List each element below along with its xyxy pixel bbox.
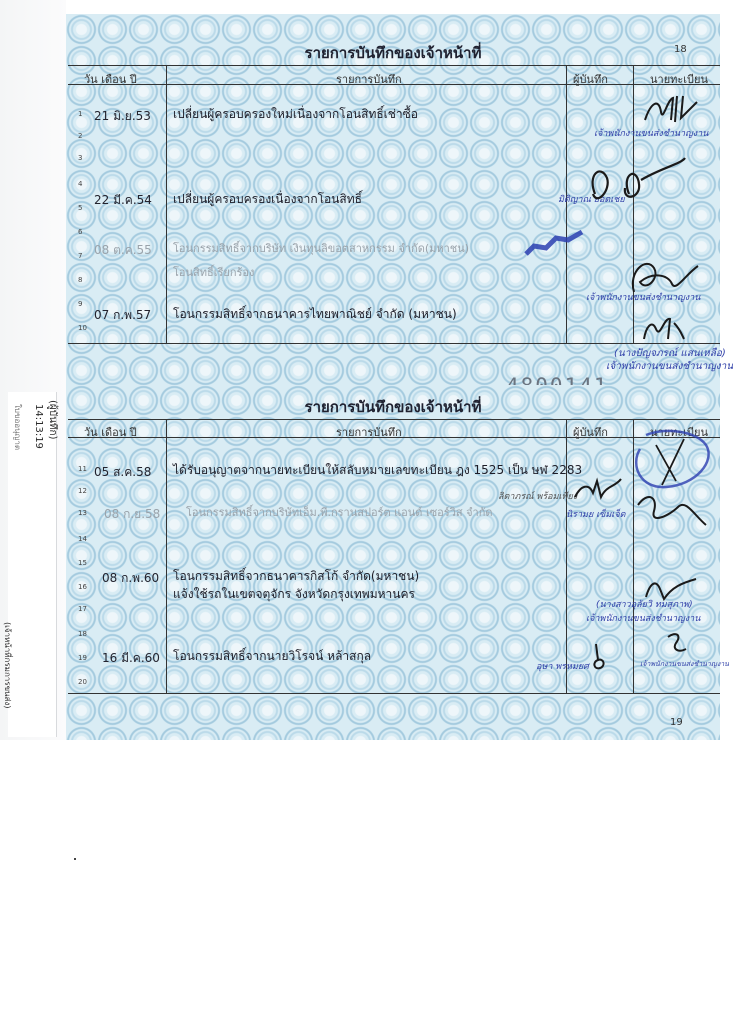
entry-text: เปลี่ยนผู้ครอบครองเนื่องจากโอนสิทธิ์ <box>173 192 362 206</box>
entry-text: เปลี่ยนผู้ครอบครองใหม่เนื่องจากโอนสิทธิ์เช่าซื้อ <box>173 107 419 121</box>
row-number: 18 <box>78 630 87 638</box>
row-number: 14 <box>78 535 87 543</box>
row-number: 3 <box>78 154 83 162</box>
page-title: รายการบันทึกของเจ้าหน้าที่ <box>304 398 482 416</box>
registrar-signature <box>626 252 706 298</box>
entry-text: ได้รับอนุญาตจากนายทะเบียนให้สลับหมายเลขทะเบียน ฎง 1525 เป็น ษฬ 2283 <box>173 463 583 477</box>
registrar-signature <box>634 485 714 535</box>
row-number: 15 <box>78 559 87 567</box>
row-number: 4 <box>78 180 83 188</box>
header-registrar: นายทะเบียน <box>650 73 709 86</box>
officer-stamp: เจ้าพนักงานขนส่งชำนาญงาน <box>586 293 701 303</box>
recorder-signature <box>571 475 631 505</box>
row-number: 7 <box>78 252 83 260</box>
header-registrar: นายทะเบียน <box>650 426 709 439</box>
officer-stamp: เจ้าพนักงานขนส่งชำนาญงาน <box>594 129 709 139</box>
entry-date: 16 มี.ค.60 <box>102 651 160 665</box>
officer-stamp: เจ้าพนักงานขนส่งชำนาญงาน <box>586 614 701 624</box>
officer-stamp: นิรามย เข็มเจ็ด <box>566 510 626 520</box>
officer-stamp: (นางสาวอุลัยวิ ทมสุภาพ) <box>596 600 693 610</box>
row-number: 11 <box>78 465 87 473</box>
officer-stamp: เจ้าพนักงานขนส่งชำนาญงาน <box>640 660 729 668</box>
entry-text-line2: โอนสิทธิ์เรียกร้อง <box>173 266 255 279</box>
entry-date: 22 มี.ค.54 <box>94 193 152 207</box>
entry-text: โอนกรรมสิทธิ์จากบริษัทเอ็ม.พี.กรานสปอร์ต แอนด์ เซอร์วิส จำกัด <box>186 506 493 519</box>
header-recorder: ผู้บันทึก <box>573 73 608 86</box>
record-page-18 <box>66 14 733 385</box>
table-bottom-border <box>68 343 720 344</box>
header-recorder: ผู้บันทึก <box>573 426 608 439</box>
registrar-signature <box>642 573 702 603</box>
row-number: 2 <box>78 132 83 140</box>
date-column-border <box>166 65 167 343</box>
row-number: 20 <box>78 678 87 686</box>
officer-stamp: อุษา พรหมยศ <box>536 662 589 672</box>
recorder-signature <box>588 640 614 674</box>
entry-text: โอนกรรมสิทธิ์จากนายวิโรจน์ หล้าสกุล <box>173 649 372 663</box>
entry-date: 07 ก.พ.57 <box>94 308 152 322</box>
header-entry: รายการบันทึก <box>336 73 402 86</box>
header-date: วัน เดือน ปี <box>84 426 137 439</box>
officer-stamp: (นางปัญจภรณ์ แสนเหลือ) <box>614 348 726 359</box>
registrar-signature <box>638 309 688 345</box>
slip-timestamp: 14:13:19 <box>33 404 44 449</box>
entry-date: 08 ต.ค.55 <box>94 243 152 257</box>
page-number: 18 <box>674 44 687 55</box>
row-number: 8 <box>78 276 83 284</box>
row-number: 19 <box>78 654 87 662</box>
row-number: 6 <box>78 228 83 236</box>
entry-text: โอนกรรมสิทธิ์จากธนาคารกิสโก้ จำกัด(มหาชน) <box>173 569 420 583</box>
slip-office-text: (เจ้าหน้าที่กรมการขนส่ง) <box>3 622 12 709</box>
record-page-19 <box>66 385 729 740</box>
row-number: 10 <box>78 324 87 332</box>
slip-small-text: ใบขออนุญาต <box>13 404 22 451</box>
entry-date: 08 ก.ย.58 <box>104 507 161 521</box>
officer-stamp: ลิตาภรณ์ พร้อมเพียง <box>498 492 578 502</box>
header-date: วัน เดือน ปี <box>84 73 137 86</box>
entry-date: 08 ก.พ.60 <box>102 571 160 585</box>
slip-field-label: (ผู้บันทึก) <box>47 400 58 440</box>
row-number: 13 <box>78 509 87 517</box>
registrar-signature <box>581 154 691 214</box>
entry-text: โอนกรรมสิทธิ์จากธนาคารไทยพาณิชย์ จำกัด (มหาชน) <box>173 307 457 321</box>
row-number: 17 <box>78 605 87 613</box>
scan-speck <box>74 858 76 860</box>
row-number: 9 <box>78 300 83 308</box>
date-column-border <box>166 419 167 693</box>
registrar-signature <box>641 92 701 126</box>
entry-date: 21 มิ.ย.53 <box>94 109 151 123</box>
row-number: 16 <box>78 583 87 591</box>
row-number: 1 <box>78 110 83 118</box>
row-number: 5 <box>78 204 83 212</box>
blue-stamp <box>522 228 592 258</box>
entry-date: 05 ส.ค.58 <box>94 465 152 479</box>
entry-text-line2: แจ้งใช้รถในเขตจตุจักร จังหวัดกรุงเทพมหานคร <box>173 587 415 601</box>
table-bottom-border <box>68 693 720 694</box>
page-title: รายการบันทึกของเจ้าหน้าที่ <box>304 44 482 62</box>
page-number: 19 <box>670 717 683 728</box>
row-number: 12 <box>78 487 87 495</box>
officer-stamp: มิติญาณ ยอดเชย <box>558 195 625 205</box>
entry-text: โอนกรรมสิทธิ์จากบริษัท เงินทุนลิขอตสาหกรรม จำกัด(มหาชน) <box>173 242 470 255</box>
officer-stamp: เจ้าพนักงานขนส่งชำนาญงาน <box>606 361 733 372</box>
registrar-signature <box>662 629 692 659</box>
header-entry: รายการบันทึก <box>336 426 402 439</box>
